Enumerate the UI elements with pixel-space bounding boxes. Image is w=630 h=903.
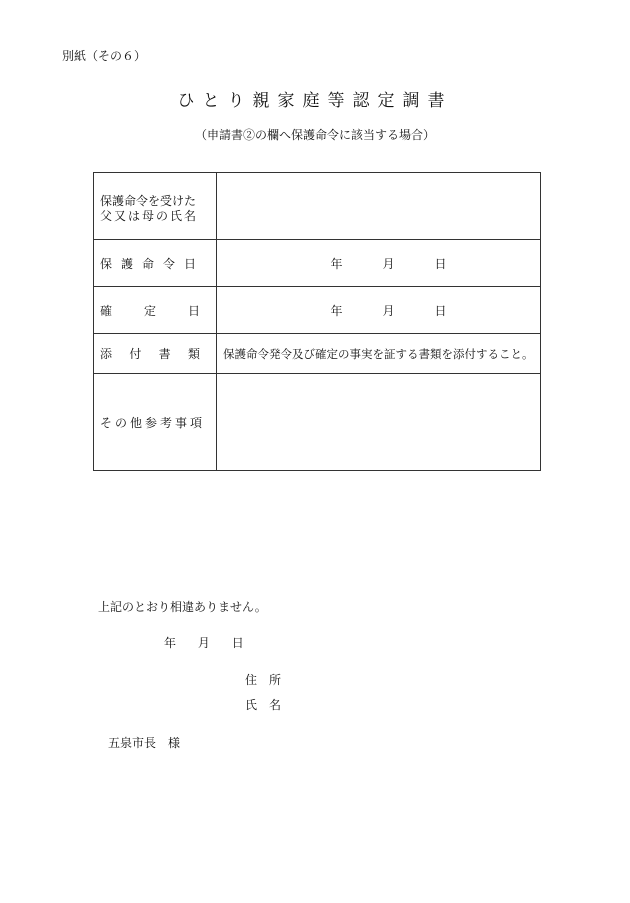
document-title: ひとり親家庭等認定調書 [177, 91, 453, 111]
table-row-protection-order-date [94, 240, 541, 287]
protection-order-date-field[interactable] [217, 240, 541, 287]
other-notes-label-cell [94, 374, 217, 471]
protection-order-year-label: 年 [330, 256, 343, 271]
guardian-name-label-line1: 保護命令を受けた [100, 194, 197, 208]
attachments-label-char: 付 [129, 347, 142, 361]
finalization-date-label-char: 確 [100, 303, 113, 318]
finalization-date-label-char: 定 [143, 303, 156, 318]
declaration-statement: 上記のとおり相違ありません。 [98, 600, 267, 614]
document-subtitle: （申請書②の欄へ保護命令に該当する場合） [194, 128, 435, 142]
protection-order-date-label: 保護命令日 [100, 256, 206, 271]
name-label: 氏 名 [245, 698, 282, 712]
finalization-year-label: 年 [330, 303, 343, 318]
protection-order-month-label: 月 [382, 256, 395, 271]
guardian-name-label-cell [94, 173, 217, 240]
finalization-date-label-cell [94, 287, 217, 334]
other-notes-label: その他参考事項 [100, 415, 206, 430]
signature-date[interactable] [164, 634, 262, 651]
table-row-other-notes [94, 374, 541, 471]
finalization-day-label: 日 [434, 303, 447, 318]
signature-day-label: 日 [231, 636, 244, 650]
attachment-label: 別紙（その６） [62, 49, 147, 63]
table-row-finalization-date [94, 287, 541, 334]
finalization-date-field[interactable] [217, 287, 541, 334]
finalization-date-label-char: 日 [187, 303, 200, 318]
finalization-month-label: 月 [382, 303, 395, 318]
protection-order-day-label: 日 [434, 256, 447, 271]
address-label: 住 所 [245, 673, 282, 687]
attachments-label-char: 類 [187, 347, 200, 361]
protection-order-date-label-cell [94, 240, 217, 287]
signature-year-label: 年 [164, 636, 177, 650]
addressee: 五泉市長 様 [108, 736, 181, 750]
signature-month-label: 月 [197, 636, 210, 650]
guardian-name-label-line2: 父又は母の氏名 [100, 209, 199, 223]
attachments-label-char: 添 [100, 347, 113, 361]
finalization-date-label [100, 302, 200, 319]
attachments-label-char: 書 [158, 347, 171, 361]
attachments-instruction: 保護命令発令及び確定の事実を証する書類を添付すること。 [223, 346, 534, 361]
attachments-label [100, 345, 200, 362]
certification-form-table [93, 172, 541, 471]
other-notes-field[interactable] [217, 374, 541, 471]
table-row-attachments [94, 334, 541, 374]
guardian-name-field[interactable] [217, 173, 541, 240]
attachments-value-cell [217, 334, 541, 374]
table-row-guardian-name [94, 173, 541, 240]
attachments-label-cell [94, 334, 217, 374]
